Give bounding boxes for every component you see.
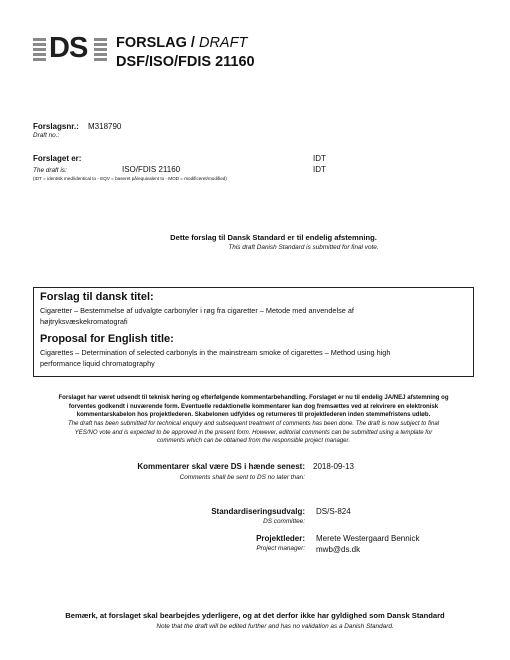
project-manager-label-en: Project manager: bbox=[256, 545, 305, 552]
proposal-label: Forslaget er: bbox=[33, 154, 82, 163]
title-draft: DRAFT bbox=[198, 35, 248, 51]
danish-title-line-2: højtryksvæskekromatografi bbox=[40, 316, 128, 326]
idt-badge-1: IDT bbox=[313, 154, 326, 163]
english-title-heading: Proposal for English title: bbox=[40, 333, 174, 345]
ds-logo bbox=[33, 32, 108, 64]
deadline-label-en: Comments shall be sent to DS no later than: bbox=[179, 474, 305, 481]
notice-english bbox=[33, 420, 474, 446]
notice-en-line: YES/NO vote and is expected to be approved in the present form. However, editorial comments can be submitted using a template for bbox=[74, 429, 433, 436]
logo-stripes-right-icon bbox=[94, 38, 107, 63]
committee-label: Standardiseringsudvalg: bbox=[211, 507, 305, 516]
committee-label-en: DS committee: bbox=[263, 518, 305, 525]
notice-da-line: kommentarskabelon hos projektlederen. Skabelonen udfyldes og returneres til projektlederen inden stemmefristens udløb. bbox=[76, 412, 431, 418]
draft-no-label: Forslagsnr.: bbox=[33, 122, 79, 131]
notice-en-line: The draft has been submitted for technical enquiry and subsequent treatment of comments has been done. The draft is now subject to final bbox=[67, 421, 440, 427]
draft-no-label-en: Draft no.: bbox=[33, 132, 60, 139]
project-manager-label: Projektleder: bbox=[256, 534, 305, 543]
draft-no-value: M318790 bbox=[88, 122, 122, 131]
danish-title-heading: Forslag til dansk titel: bbox=[40, 291, 154, 303]
committee-value: DS/S-824 bbox=[316, 507, 351, 516]
footer bbox=[0, 611, 510, 630]
english-title-line-1: Cigarettes – Determination of selected carbonyls in the mainstream smoke of cigarettes – Method using high bbox=[40, 348, 391, 357]
final-vote-da: Dette forslag til Dansk Standard er til endelig afstemning. bbox=[170, 233, 377, 242]
proposal-value: ISO/FDIS 21160 bbox=[122, 165, 181, 174]
title-main: FORSLAG / bbox=[116, 35, 195, 51]
notice-da-line: forventes godkendt i nuværende form. Eventuelle redaktionelle kommentarer kan dog fremsættes ved at rekvirere en elektronisk bbox=[68, 403, 439, 410]
footer-da: Bemærk, at forslaget skal bearbejdes yderligere, og at det derfor ikke har gyldighed som Dansk Standard bbox=[65, 611, 445, 620]
idt-badge-2: IDT bbox=[313, 165, 326, 174]
document-title bbox=[116, 35, 247, 51]
deadline-value: 2018-09-13 bbox=[313, 462, 354, 471]
notice-en-line: comments which can be obtained from the responsible project manager. bbox=[156, 438, 351, 444]
danish-title-text bbox=[40, 306, 470, 327]
notice-danish bbox=[33, 394, 474, 420]
logo-stripes-left-icon bbox=[33, 38, 46, 63]
deadline-label: Kommentarer skal være DS i hænde senest: bbox=[137, 462, 305, 471]
danish-title-line-1: Cigaretter – Bestemmelse af udvalgte carbonyler i røg fra cigaretter – Metode med anvendelse af bbox=[40, 306, 354, 315]
document-id: DSF/ISO/FDIS 21160 bbox=[116, 54, 255, 70]
proposal-label-en: The draft is: bbox=[33, 167, 67, 174]
notice-da-line: Forslaget har været udsendt til teknisk høring og efterfølgende kommentarbehandling. Forslaget er nu til endelig JA/NEJ afstemning og bbox=[58, 395, 449, 401]
logo-text: DS bbox=[49, 32, 88, 64]
title-box bbox=[33, 287, 474, 377]
idt-legend: (IDT = identisk med/identical to - EQV = baseret på/equivalent to - MOD = modificeret/modified) bbox=[33, 176, 227, 181]
english-title-text bbox=[40, 348, 470, 369]
project-manager-name: Merete Westergaard Bennick bbox=[316, 534, 420, 543]
final-vote-en: This draft Danish Standard is submitted for final vote. bbox=[228, 244, 379, 251]
footer-en: Note that the draft will be edited further and has no validation as a Danish Standard. bbox=[156, 623, 394, 630]
final-vote-block bbox=[33, 233, 474, 251]
english-title-line-2: performance liquid chromatography bbox=[40, 358, 155, 368]
project-manager-email[interactable]: mwb@ds.dk bbox=[316, 545, 361, 554]
